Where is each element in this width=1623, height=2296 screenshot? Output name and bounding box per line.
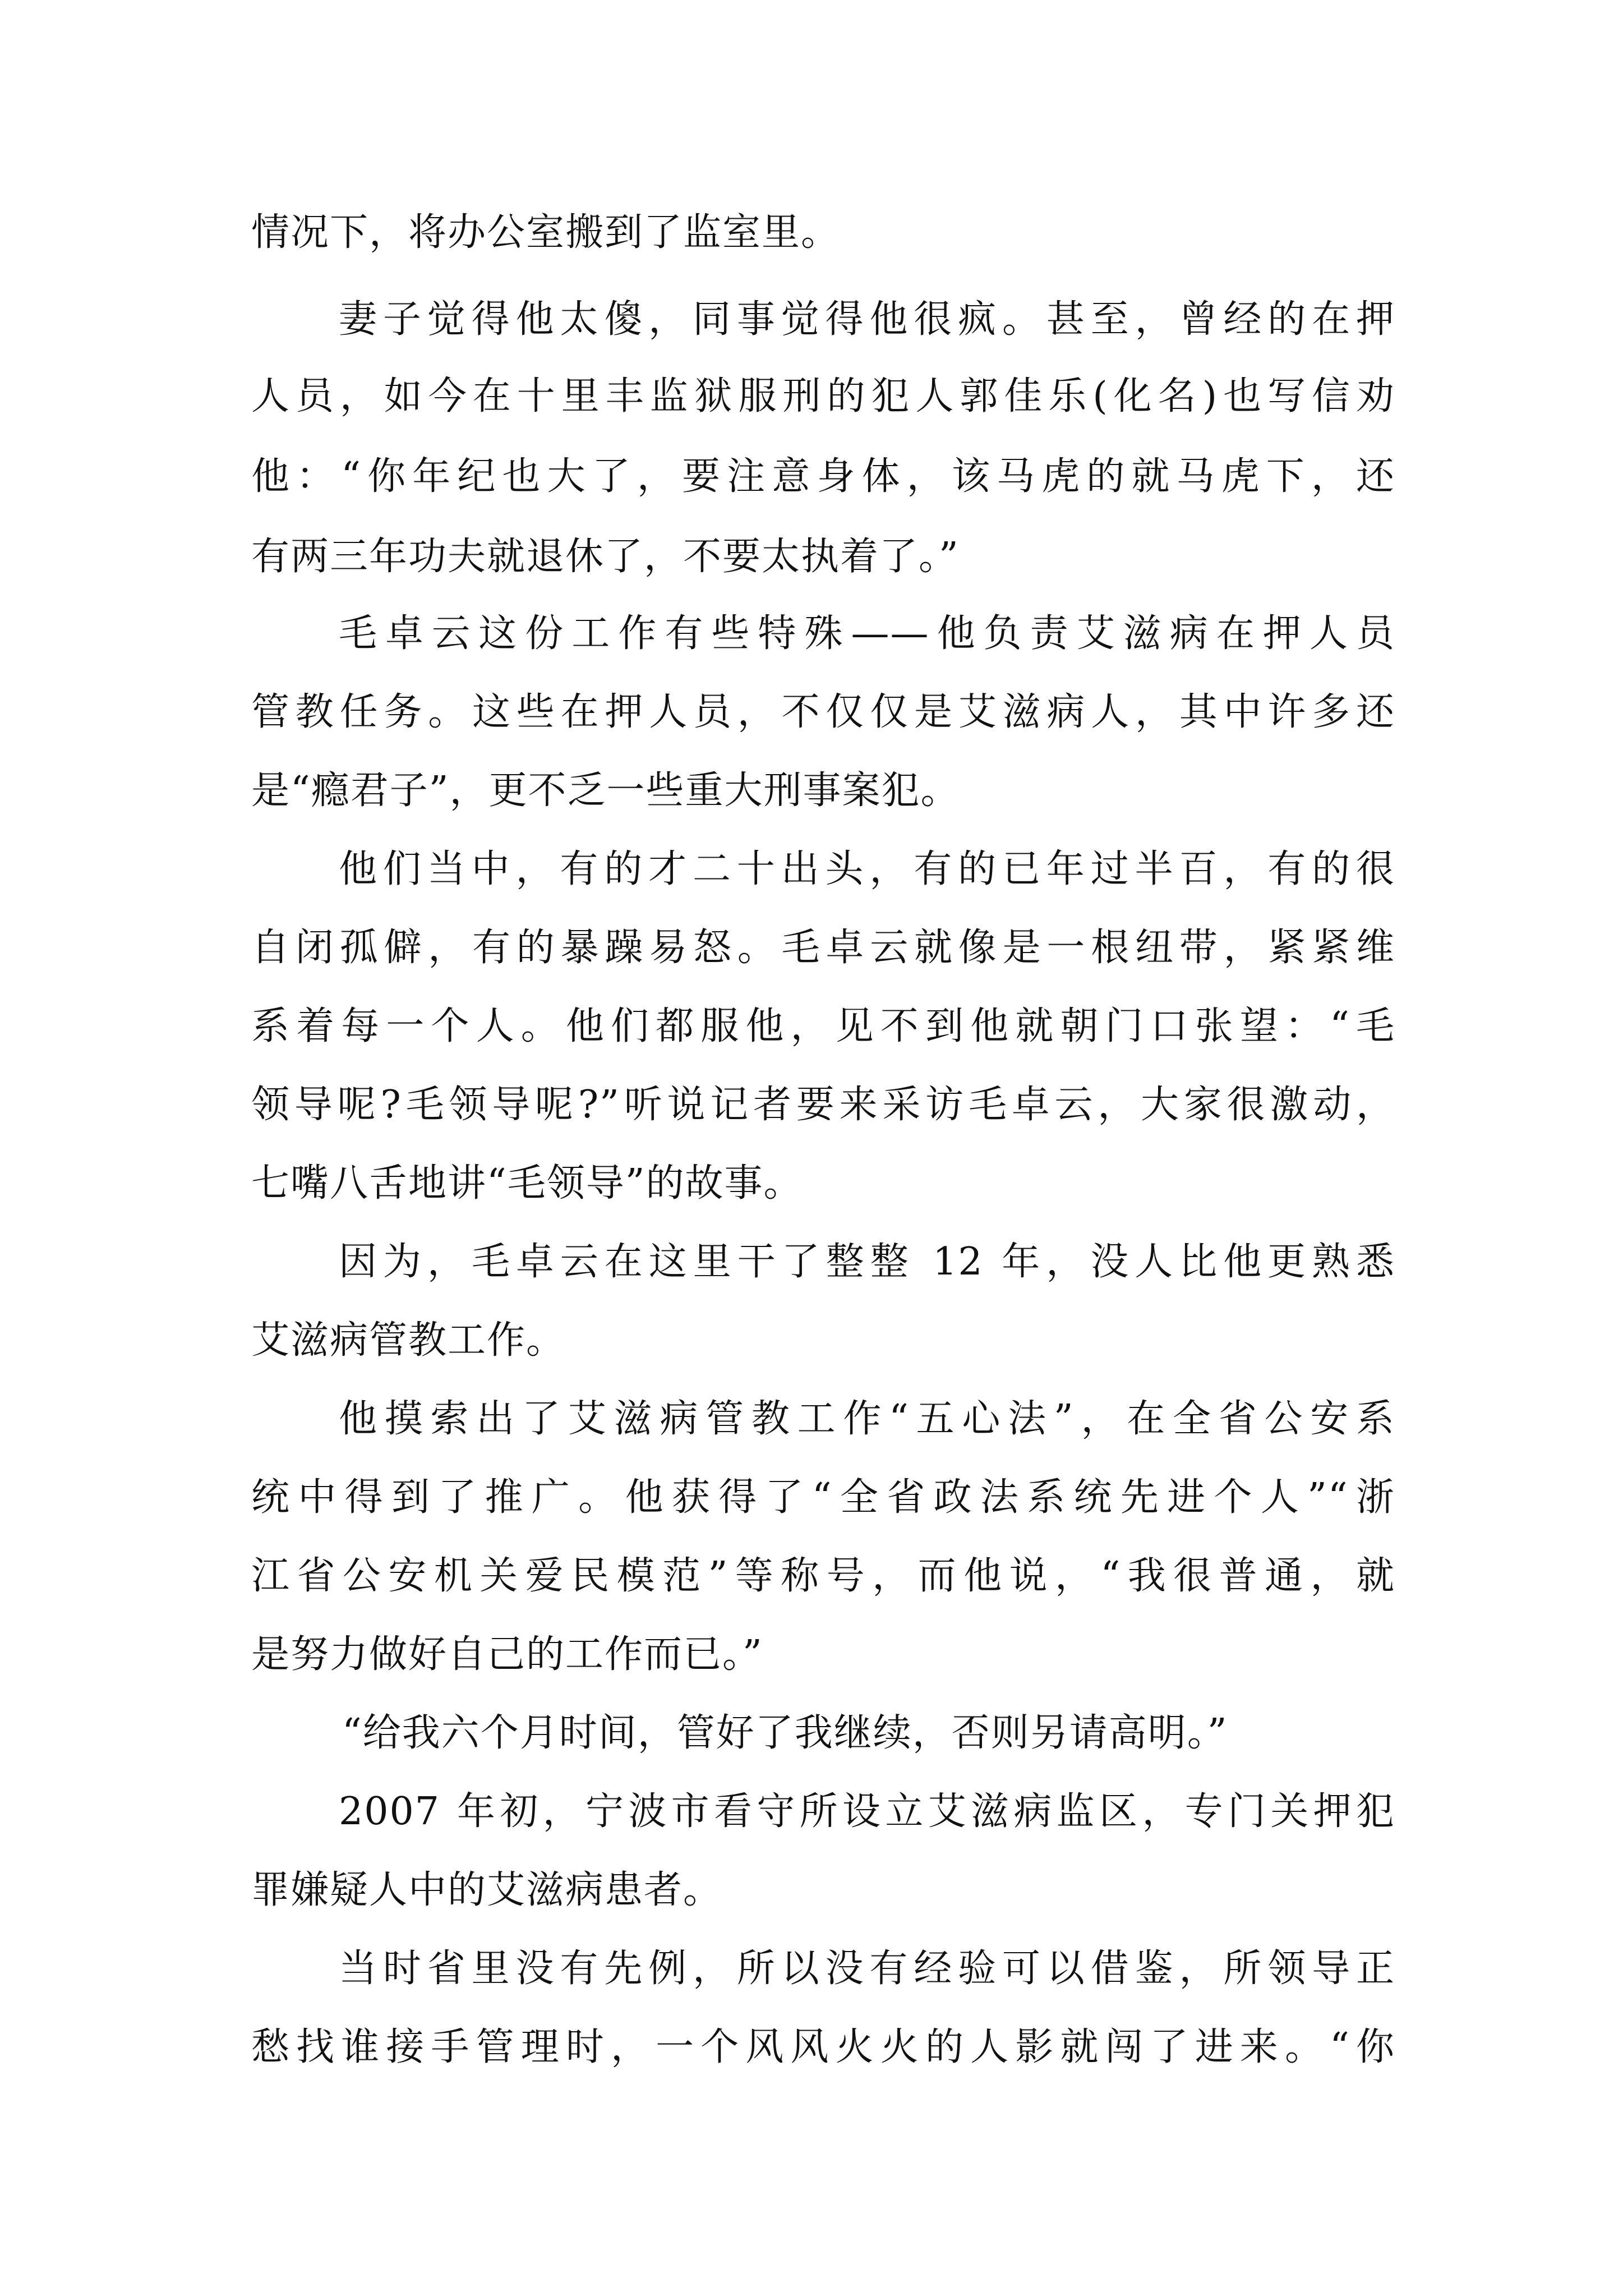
text-line: 毛卓云这份工作有些特殊——他负责艾滋病在押人员	[339, 611, 1395, 656]
text-line: 他们当中，有的才二十出头，有的已年过半百，有的很	[339, 847, 1395, 891]
text-line: 管教任务。这些在押人员，不仅仅是艾滋病人，其中许多还	[251, 690, 1395, 734]
text-line: 情况下，将办公室搬到了监室里。	[251, 210, 841, 255]
text-line: 愁找谁接手管理时，一个风风火火的人影就闯了进来。“你	[251, 2025, 1395, 2069]
text-line: 罪嫌疑人中的艾滋病患者。	[251, 1868, 723, 1912]
text-line: “给我六个月时间，管好了我继续，否则另请高明。”	[342, 1711, 1228, 1755]
text-line: 自闭孤僻，有的暴躁易怒。毛卓云就像是一根纽带，紧紧维	[251, 926, 1395, 970]
text-line: 七嘴八舌地讲“毛领导”的故事。	[251, 1161, 803, 1205]
text-line: 因为，毛卓云在这里干了整整 12 年，没人比他更熟悉	[339, 1240, 1395, 1284]
text-line: 人员，如今在十里丰监狱服刑的犯人郭佳乐(化名)也写信劝	[251, 374, 1395, 418]
text-line: 艾滋病管教工作。	[251, 1318, 566, 1363]
text-line: 统中得到了推广。他获得了“全省政法系统先进个人”“浙	[251, 1475, 1395, 1520]
text-line: 他摸索出了艾滋病管教工作“五心法”，在全省公安系	[339, 1397, 1395, 1441]
text-line: 有两三年功夫就退休了，不要太执着了。”	[251, 535, 960, 579]
text-line: 2007 年初，宁波市看守所设立艾滋病监区，专门关押犯	[339, 1789, 1395, 1834]
text-line: 系着每一个人。他们都服他，见不到他就朝门口张望：“毛	[251, 1004, 1395, 1048]
text-line: 妻子觉得他太傻，同事觉得他很疯。甚至，曾经的在押	[339, 297, 1395, 342]
text-line: 是努力做好自己的工作而已。”	[251, 1632, 763, 1677]
text-line: 江省公安机关爱民模范”等称号，而他说，“我很普通，就	[251, 1554, 1395, 1598]
text-line: 领导呢?毛领导呢?”听说记者要来采访毛卓云，大家很激动，	[251, 1083, 1395, 1127]
text-line: 是“瘾君子”，更不乏一些重大刑事案犯。	[251, 769, 960, 813]
text-line: 他：“你年纪也大了，要注意身体，该马虎的就马虎下，还	[251, 454, 1395, 499]
text-line: 当时省里没有先例，所以没有经验可以借鉴，所领导正	[339, 1947, 1395, 1991]
